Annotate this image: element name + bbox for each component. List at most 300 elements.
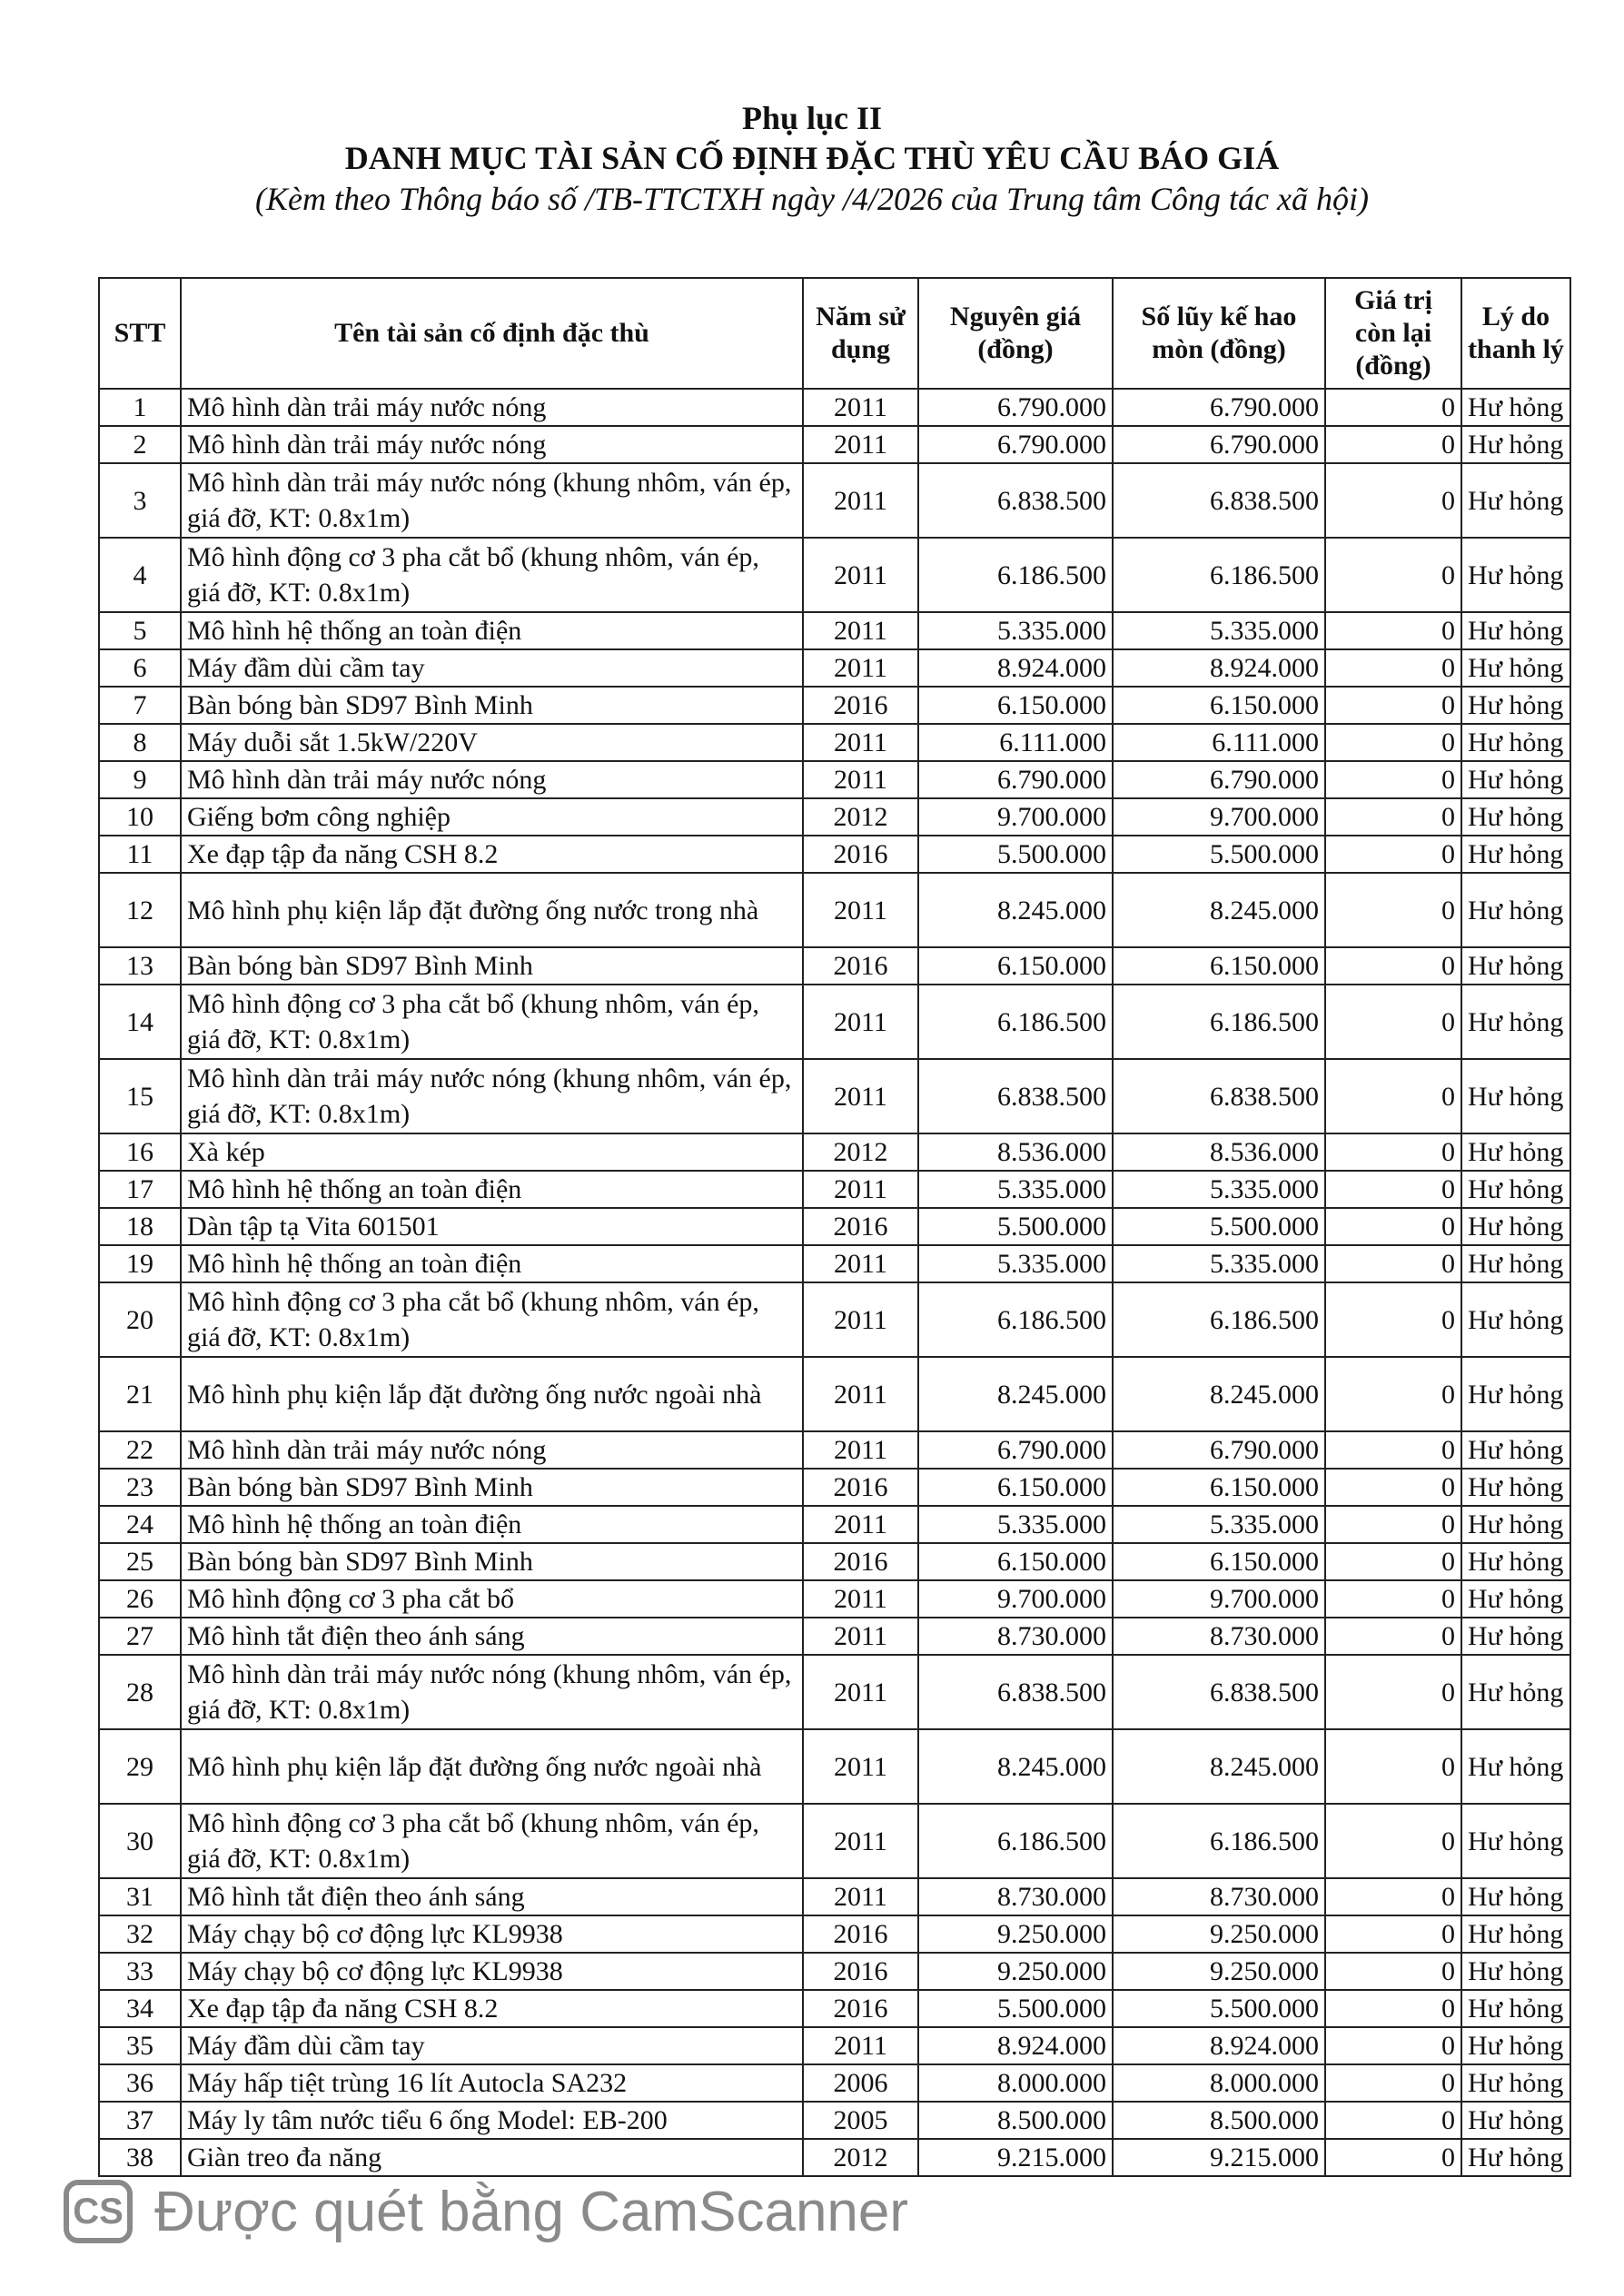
cell-remaining: 0 bbox=[1325, 1655, 1461, 1729]
cell-reason: Hư hỏng bbox=[1461, 1059, 1570, 1133]
cell-name: Mô hình động cơ 3 pha cắt bổ (khung nhôm, ván ép, giá đỡ, KT: 0.8x1m) bbox=[181, 1282, 803, 1357]
cell-name: Giàn treo đa năng bbox=[181, 2139, 803, 2176]
cell-remaining: 0 bbox=[1325, 426, 1461, 463]
cell-year: 2012 bbox=[803, 798, 918, 836]
cell-remaining: 0 bbox=[1325, 1431, 1461, 1469]
table-row bbox=[99, 612, 1570, 649]
cell-remaining: 0 bbox=[1325, 2064, 1461, 2102]
cell-original: 8.245.000 bbox=[918, 1357, 1113, 1431]
cell-reason: Hư hỏng bbox=[1461, 1543, 1570, 1580]
cell-year: 2016 bbox=[803, 1953, 918, 1990]
cell-reason: Hư hỏng bbox=[1461, 2064, 1570, 2102]
cell-remaining: 0 bbox=[1325, 538, 1461, 612]
cell-reason: Hư hỏng bbox=[1461, 1915, 1570, 1953]
cell-reason: Hư hỏng bbox=[1461, 761, 1570, 798]
cell-remaining: 0 bbox=[1325, 947, 1461, 985]
cell-remaining: 0 bbox=[1325, 1208, 1461, 1245]
cell-stt: 35 bbox=[99, 2027, 181, 2064]
cell-remaining: 0 bbox=[1325, 1878, 1461, 1915]
cell-year: 2011 bbox=[803, 1729, 918, 1804]
cell-reason: Hư hỏng bbox=[1461, 1431, 1570, 1469]
cell-stt: 13 bbox=[99, 947, 181, 985]
cell-stt: 24 bbox=[99, 1506, 181, 1543]
document-header bbox=[0, 98, 1624, 220]
cell-remaining: 0 bbox=[1325, 1469, 1461, 1506]
cell-year: 2011 bbox=[803, 2027, 918, 2064]
cell-name: Mô hình tắt điện theo ánh sáng bbox=[181, 1878, 803, 1915]
camscanner-logo-icon: CS bbox=[64, 2180, 133, 2243]
cell-original: 9.215.000 bbox=[918, 2139, 1113, 2176]
cell-stt: 33 bbox=[99, 1953, 181, 1990]
cell-depreciation: 6.790.000 bbox=[1113, 389, 1325, 426]
cell-remaining: 0 bbox=[1325, 1804, 1461, 1878]
cell-reason: Hư hỏng bbox=[1461, 1804, 1570, 1878]
cell-year: 2011 bbox=[803, 1431, 918, 1469]
cell-original: 9.250.000 bbox=[918, 1915, 1113, 1953]
cell-depreciation: 9.215.000 bbox=[1113, 2139, 1325, 2176]
cell-year: 2005 bbox=[803, 2102, 918, 2139]
cell-name: Bàn bóng bàn SD97 Bình Minh bbox=[181, 947, 803, 985]
cell-stt: 3 bbox=[99, 463, 181, 538]
table-row bbox=[99, 1282, 1570, 1357]
cell-depreciation: 6.186.500 bbox=[1113, 538, 1325, 612]
cell-reason: Hư hỏng bbox=[1461, 1171, 1570, 1208]
cell-original: 6.186.500 bbox=[918, 985, 1113, 1059]
page-title: DANH MỤC TÀI SẢN CỐ ĐỊNH ĐẶC THÙ YÊU CẦU BÁO GIÁ bbox=[344, 140, 1280, 176]
cell-reason: Hư hỏng bbox=[1461, 1580, 1570, 1618]
table-row bbox=[99, 1133, 1570, 1171]
cell-name: Mô hình dàn trải máy nước nóng (khung nhôm, ván ép, giá đỡ, KT: 0.8x1m) bbox=[181, 463, 803, 538]
cell-original: 6.150.000 bbox=[918, 947, 1113, 985]
cell-name: Máy chạy bộ cơ động lực KL9938 bbox=[181, 1953, 803, 1990]
cell-stt: 34 bbox=[99, 1990, 181, 2027]
cell-name: Máy ly tâm nước tiểu 6 ống Model: EB-200 bbox=[181, 2102, 803, 2139]
cell-name: Mô hình dàn trải máy nước nóng bbox=[181, 426, 803, 463]
table-row bbox=[99, 2102, 1570, 2139]
cell-stt: 22 bbox=[99, 1431, 181, 1469]
table-row bbox=[99, 1059, 1570, 1133]
cell-stt: 16 bbox=[99, 1133, 181, 1171]
cell-depreciation: 5.335.000 bbox=[1113, 1506, 1325, 1543]
table-row bbox=[99, 947, 1570, 985]
cell-name: Mô hình hệ thống an toàn điện bbox=[181, 612, 803, 649]
cell-stt: 23 bbox=[99, 1469, 181, 1506]
table-row bbox=[99, 1953, 1570, 1990]
cell-reason: Hư hỏng bbox=[1461, 985, 1570, 1059]
cell-stt: 17 bbox=[99, 1171, 181, 1208]
cell-original: 5.500.000 bbox=[918, 836, 1113, 873]
cell-depreciation: 6.790.000 bbox=[1113, 426, 1325, 463]
cell-original: 6.186.500 bbox=[918, 1282, 1113, 1357]
header-original: Nguyên giá (đồng) bbox=[918, 278, 1113, 389]
cell-stt: 36 bbox=[99, 2064, 181, 2102]
cell-depreciation: 9.700.000 bbox=[1113, 798, 1325, 836]
cell-stt: 27 bbox=[99, 1618, 181, 1655]
cell-original: 8.245.000 bbox=[918, 873, 1113, 947]
cell-remaining: 0 bbox=[1325, 1133, 1461, 1171]
cell-remaining: 0 bbox=[1325, 1580, 1461, 1618]
cell-original: 8.500.000 bbox=[918, 2102, 1113, 2139]
cell-year: 2011 bbox=[803, 985, 918, 1059]
cell-depreciation: 8.924.000 bbox=[1113, 649, 1325, 687]
cell-original: 8.924.000 bbox=[918, 2027, 1113, 2064]
table-row bbox=[99, 1208, 1570, 1245]
cell-original: 9.700.000 bbox=[918, 798, 1113, 836]
table-row bbox=[99, 873, 1570, 947]
cell-reason: Hư hỏng bbox=[1461, 538, 1570, 612]
cell-remaining: 0 bbox=[1325, 1059, 1461, 1133]
cell-depreciation: 8.245.000 bbox=[1113, 1357, 1325, 1431]
cell-year: 2016 bbox=[803, 1915, 918, 1953]
cell-depreciation: 6.790.000 bbox=[1113, 761, 1325, 798]
cell-reason: Hư hỏng bbox=[1461, 1878, 1570, 1915]
cell-name: Mô hình dàn trải máy nước nóng bbox=[181, 761, 803, 798]
cell-name: Mô hình phụ kiện lắp đặt đường ống nước ngoài nhà bbox=[181, 1357, 803, 1431]
cell-remaining: 0 bbox=[1325, 1171, 1461, 1208]
cell-reason: Hư hỏng bbox=[1461, 2139, 1570, 2176]
cell-year: 2011 bbox=[803, 1059, 918, 1133]
cell-year: 2016 bbox=[803, 1990, 918, 2027]
cell-stt: 2 bbox=[99, 426, 181, 463]
cell-year: 2011 bbox=[803, 1655, 918, 1729]
cell-reason: Hư hỏng bbox=[1461, 2027, 1570, 2064]
header-stt: STT bbox=[99, 278, 181, 389]
cell-reason: Hư hỏng bbox=[1461, 687, 1570, 724]
cell-year: 2016 bbox=[803, 1469, 918, 1506]
cell-name: Mô hình hệ thống an toàn điện bbox=[181, 1506, 803, 1543]
cell-original: 5.500.000 bbox=[918, 1990, 1113, 2027]
table-row bbox=[99, 761, 1570, 798]
cell-reason: Hư hỏng bbox=[1461, 724, 1570, 761]
table-row bbox=[99, 1804, 1570, 1878]
cell-remaining: 0 bbox=[1325, 389, 1461, 426]
cell-original: 6.838.500 bbox=[918, 463, 1113, 538]
table-row bbox=[99, 426, 1570, 463]
cell-year: 2011 bbox=[803, 1171, 918, 1208]
cell-remaining: 0 bbox=[1325, 2027, 1461, 2064]
cell-stt: 11 bbox=[99, 836, 181, 873]
cell-reason: Hư hỏng bbox=[1461, 836, 1570, 873]
scanner-footer bbox=[64, 2175, 908, 2248]
cell-stt: 4 bbox=[99, 538, 181, 612]
cell-stt: 28 bbox=[99, 1655, 181, 1729]
table-row bbox=[99, 1357, 1570, 1431]
cell-name: Máy đầm dùi cầm tay bbox=[181, 649, 803, 687]
cell-remaining: 0 bbox=[1325, 724, 1461, 761]
cell-name: Mô hình động cơ 3 pha cắt bổ (khung nhôm, ván ép, giá đỡ, KT: 0.8x1m) bbox=[181, 985, 803, 1059]
table-row bbox=[99, 1729, 1570, 1804]
cell-remaining: 0 bbox=[1325, 873, 1461, 947]
header-reason: Lý do thanh lý bbox=[1461, 278, 1570, 389]
cell-reason: Hư hỏng bbox=[1461, 1618, 1570, 1655]
cell-year: 2011 bbox=[803, 649, 918, 687]
cell-year: 2011 bbox=[803, 873, 918, 947]
cell-original: 8.730.000 bbox=[918, 1878, 1113, 1915]
table-body bbox=[99, 389, 1570, 2176]
cell-year: 2006 bbox=[803, 2064, 918, 2102]
cell-reason: Hư hỏng bbox=[1461, 873, 1570, 947]
cell-year: 2012 bbox=[803, 1133, 918, 1171]
cell-original: 5.335.000 bbox=[918, 1245, 1113, 1282]
cell-stt: 37 bbox=[99, 2102, 181, 2139]
cell-remaining: 0 bbox=[1325, 1357, 1461, 1431]
cell-stt: 32 bbox=[99, 1915, 181, 1953]
cell-depreciation: 6.186.500 bbox=[1113, 1804, 1325, 1878]
cell-year: 2011 bbox=[803, 1618, 918, 1655]
cell-reason: Hư hỏng bbox=[1461, 947, 1570, 985]
cell-original: 8.924.000 bbox=[918, 649, 1113, 687]
table-row bbox=[99, 1506, 1570, 1543]
cell-remaining: 0 bbox=[1325, 1245, 1461, 1282]
cell-original: 6.790.000 bbox=[918, 426, 1113, 463]
table-row bbox=[99, 1618, 1570, 1655]
table-row bbox=[99, 1171, 1570, 1208]
cell-original: 5.335.000 bbox=[918, 612, 1113, 649]
cell-original: 6.150.000 bbox=[918, 1543, 1113, 1580]
cell-original: 6.790.000 bbox=[918, 1431, 1113, 1469]
cell-year: 2011 bbox=[803, 1506, 918, 1543]
table-row bbox=[99, 724, 1570, 761]
table-row bbox=[99, 389, 1570, 426]
cell-original: 8.536.000 bbox=[918, 1133, 1113, 1171]
cell-reason: Hư hỏng bbox=[1461, 426, 1570, 463]
cell-remaining: 0 bbox=[1325, 687, 1461, 724]
cell-name: Mô hình phụ kiện lắp đặt đường ống nước ngoài nhà bbox=[181, 1729, 803, 1804]
cell-stt: 26 bbox=[99, 1580, 181, 1618]
cell-original: 6.111.000 bbox=[918, 724, 1113, 761]
cell-stt: 18 bbox=[99, 1208, 181, 1245]
cell-name: Dàn tập tạ Vita 601501 bbox=[181, 1208, 803, 1245]
cell-reason: Hư hỏng bbox=[1461, 1506, 1570, 1543]
cell-name: Giếng bơm công nghiệp bbox=[181, 798, 803, 836]
cell-reason: Hư hỏng bbox=[1461, 1133, 1570, 1171]
cell-year: 2011 bbox=[803, 1580, 918, 1618]
cell-stt: 5 bbox=[99, 612, 181, 649]
cell-name: Bàn bóng bàn SD97 Bình Minh bbox=[181, 1469, 803, 1506]
cell-reason: Hư hỏng bbox=[1461, 798, 1570, 836]
cell-name: Bàn bóng bàn SD97 Bình Minh bbox=[181, 687, 803, 724]
cell-remaining: 0 bbox=[1325, 463, 1461, 538]
cell-remaining: 0 bbox=[1325, 1543, 1461, 1580]
cell-depreciation: 8.924.000 bbox=[1113, 2027, 1325, 2064]
header-remaining: Giá trị còn lại (đồng) bbox=[1325, 278, 1461, 389]
table-row bbox=[99, 1915, 1570, 1953]
cell-depreciation: 6.838.500 bbox=[1113, 463, 1325, 538]
cell-original: 6.838.500 bbox=[918, 1059, 1113, 1133]
appendix-label: Phụ lục II bbox=[741, 100, 883, 136]
cell-depreciation: 8.730.000 bbox=[1113, 1878, 1325, 1915]
cell-name: Xà kép bbox=[181, 1133, 803, 1171]
cell-year: 2011 bbox=[803, 612, 918, 649]
table-row bbox=[99, 985, 1570, 1059]
cell-year: 2011 bbox=[803, 1804, 918, 1878]
header-year: Năm sử dụng bbox=[803, 278, 918, 389]
cell-remaining: 0 bbox=[1325, 1506, 1461, 1543]
cell-depreciation: 6.790.000 bbox=[1113, 1431, 1325, 1469]
cell-reason: Hư hỏng bbox=[1461, 1729, 1570, 1804]
cell-reason: Hư hỏng bbox=[1461, 1208, 1570, 1245]
cell-stt: 15 bbox=[99, 1059, 181, 1133]
cell-name: Mô hình dàn trải máy nước nóng bbox=[181, 1431, 803, 1469]
cell-depreciation: 5.335.000 bbox=[1113, 1171, 1325, 1208]
cell-year: 2011 bbox=[803, 538, 918, 612]
table-row bbox=[99, 463, 1570, 538]
cell-depreciation: 9.700.000 bbox=[1113, 1580, 1325, 1618]
cell-name: Máy đầm dùi cầm tay bbox=[181, 2027, 803, 2064]
table-row bbox=[99, 538, 1570, 612]
cell-depreciation: 5.335.000 bbox=[1113, 612, 1325, 649]
cell-original: 5.335.000 bbox=[918, 1171, 1113, 1208]
cell-stt: 14 bbox=[99, 985, 181, 1059]
table-row bbox=[99, 2027, 1570, 2064]
cell-year: 2011 bbox=[803, 1282, 918, 1357]
cell-depreciation: 6.111.000 bbox=[1113, 724, 1325, 761]
cell-name: Máy chạy bộ cơ động lực KL9938 bbox=[181, 1915, 803, 1953]
cell-original: 6.186.500 bbox=[918, 1804, 1113, 1878]
cell-year: 2016 bbox=[803, 836, 918, 873]
cell-year: 2011 bbox=[803, 1357, 918, 1431]
cell-depreciation: 6.150.000 bbox=[1113, 947, 1325, 985]
cell-original: 6.186.500 bbox=[918, 538, 1113, 612]
scanner-text: Được quét bằng CamScanner bbox=[154, 2180, 909, 2243]
cell-year: 2012 bbox=[803, 2139, 918, 2176]
cell-reason: Hư hỏng bbox=[1461, 1953, 1570, 1990]
table-row bbox=[99, 1580, 1570, 1618]
table-row bbox=[99, 1990, 1570, 2027]
table-row bbox=[99, 1543, 1570, 1580]
cell-depreciation: 6.186.500 bbox=[1113, 985, 1325, 1059]
cell-reason: Hư hỏng bbox=[1461, 1245, 1570, 1282]
cell-year: 2011 bbox=[803, 426, 918, 463]
cell-remaining: 0 bbox=[1325, 1990, 1461, 2027]
cell-stt: 6 bbox=[99, 649, 181, 687]
cell-depreciation: 5.500.000 bbox=[1113, 1990, 1325, 2027]
cell-depreciation: 6.150.000 bbox=[1113, 1543, 1325, 1580]
cell-reason: Hư hỏng bbox=[1461, 1990, 1570, 2027]
cell-original: 5.500.000 bbox=[918, 1208, 1113, 1245]
cell-depreciation: 6.150.000 bbox=[1113, 687, 1325, 724]
table-row bbox=[99, 1878, 1570, 1915]
header-name: Tên tài sản cố định đặc thù bbox=[181, 278, 803, 389]
table-row bbox=[99, 2139, 1570, 2176]
asset-table bbox=[98, 277, 1571, 2177]
cell-reason: Hư hỏng bbox=[1461, 649, 1570, 687]
cell-stt: 12 bbox=[99, 873, 181, 947]
cell-name: Mô hình dàn trải máy nước nóng bbox=[181, 389, 803, 426]
cell-stt: 30 bbox=[99, 1804, 181, 1878]
cell-original: 9.250.000 bbox=[918, 1953, 1113, 1990]
cell-depreciation: 6.838.500 bbox=[1113, 1655, 1325, 1729]
cell-remaining: 0 bbox=[1325, 1282, 1461, 1357]
cell-stt: 1 bbox=[99, 389, 181, 426]
cell-name: Mô hình dàn trải máy nước nóng (khung nhôm, ván ép, giá đỡ, KT: 0.8x1m) bbox=[181, 1059, 803, 1133]
cell-year: 2011 bbox=[803, 1245, 918, 1282]
header-depreciation: Số lũy kế hao mòn (đồng) bbox=[1113, 278, 1325, 389]
cell-name: Xe đạp tập đa năng CSH 8.2 bbox=[181, 836, 803, 873]
cell-remaining: 0 bbox=[1325, 798, 1461, 836]
table-row bbox=[99, 798, 1570, 836]
table-row bbox=[99, 649, 1570, 687]
cell-stt: 8 bbox=[99, 724, 181, 761]
cell-remaining: 0 bbox=[1325, 2139, 1461, 2176]
cell-remaining: 0 bbox=[1325, 2102, 1461, 2139]
table-row bbox=[99, 1469, 1570, 1506]
page-subtitle: (Kèm theo Thông báo số /TB-TTCTXH ngày /4/2026 của Trung tâm Công tác xã hội) bbox=[254, 181, 1370, 217]
cell-name: Máy duỗi sắt 1.5kW/220V bbox=[181, 724, 803, 761]
cell-remaining: 0 bbox=[1325, 1729, 1461, 1804]
cell-original: 6.150.000 bbox=[918, 687, 1113, 724]
cell-remaining: 0 bbox=[1325, 649, 1461, 687]
cell-depreciation: 8.730.000 bbox=[1113, 1618, 1325, 1655]
cell-original: 6.838.500 bbox=[918, 1655, 1113, 1729]
cell-remaining: 0 bbox=[1325, 836, 1461, 873]
cell-year: 2011 bbox=[803, 724, 918, 761]
cell-depreciation: 9.250.000 bbox=[1113, 1953, 1325, 1990]
cell-depreciation: 8.245.000 bbox=[1113, 1729, 1325, 1804]
cell-depreciation: 6.838.500 bbox=[1113, 1059, 1325, 1133]
cell-depreciation: 5.500.000 bbox=[1113, 836, 1325, 873]
cell-original: 6.150.000 bbox=[918, 1469, 1113, 1506]
cell-stt: 21 bbox=[99, 1357, 181, 1431]
cell-stt: 10 bbox=[99, 798, 181, 836]
cell-remaining: 0 bbox=[1325, 1618, 1461, 1655]
cell-remaining: 0 bbox=[1325, 612, 1461, 649]
table-header-row bbox=[99, 278, 1570, 389]
cell-year: 2011 bbox=[803, 1878, 918, 1915]
cell-depreciation: 5.500.000 bbox=[1113, 1208, 1325, 1245]
cell-reason: Hư hỏng bbox=[1461, 612, 1570, 649]
cell-name: Mô hình động cơ 3 pha cắt bổ bbox=[181, 1580, 803, 1618]
cell-name: Mô hình phụ kiện lắp đặt đường ống nước trong nhà bbox=[181, 873, 803, 947]
cell-stt: 29 bbox=[99, 1729, 181, 1804]
cell-depreciation: 8.000.000 bbox=[1113, 2064, 1325, 2102]
cell-original: 8.730.000 bbox=[918, 1618, 1113, 1655]
cell-name: Máy hấp tiệt trùng 16 lít Autocla SA232 bbox=[181, 2064, 803, 2102]
cell-reason: Hư hỏng bbox=[1461, 1282, 1570, 1357]
cell-reason: Hư hỏng bbox=[1461, 389, 1570, 426]
cell-original: 5.335.000 bbox=[918, 1506, 1113, 1543]
cell-reason: Hư hỏng bbox=[1461, 1655, 1570, 1729]
cell-stt: 38 bbox=[99, 2139, 181, 2176]
table-row bbox=[99, 1655, 1570, 1729]
cell-name: Mô hình dàn trải máy nước nóng (khung nhôm, ván ép, giá đỡ, KT: 0.8x1m) bbox=[181, 1655, 803, 1729]
cell-name: Bàn bóng bàn SD97 Bình Minh bbox=[181, 1543, 803, 1580]
table-row bbox=[99, 836, 1570, 873]
cell-name: Mô hình tắt điện theo ánh sáng bbox=[181, 1618, 803, 1655]
cell-depreciation: 6.186.500 bbox=[1113, 1282, 1325, 1357]
cell-stt: 25 bbox=[99, 1543, 181, 1580]
cell-depreciation: 8.245.000 bbox=[1113, 873, 1325, 947]
cell-original: 8.245.000 bbox=[918, 1729, 1113, 1804]
cell-original: 6.790.000 bbox=[918, 389, 1113, 426]
cell-stt: 19 bbox=[99, 1245, 181, 1282]
cell-original: 8.000.000 bbox=[918, 2064, 1113, 2102]
cell-year: 2011 bbox=[803, 463, 918, 538]
cell-remaining: 0 bbox=[1325, 1915, 1461, 1953]
cell-depreciation: 5.335.000 bbox=[1113, 1245, 1325, 1282]
cell-name: Xe đạp tập đa năng CSH 8.2 bbox=[181, 1990, 803, 2027]
cell-year: 2011 bbox=[803, 389, 918, 426]
cell-year: 2016 bbox=[803, 947, 918, 985]
cell-year: 2016 bbox=[803, 687, 918, 724]
cell-remaining: 0 bbox=[1325, 985, 1461, 1059]
cell-reason: Hư hỏng bbox=[1461, 463, 1570, 538]
cell-depreciation: 8.500.000 bbox=[1113, 2102, 1325, 2139]
cell-remaining: 0 bbox=[1325, 761, 1461, 798]
cell-name: Mô hình động cơ 3 pha cắt bổ (khung nhôm, ván ép, giá đỡ, KT: 0.8x1m) bbox=[181, 1804, 803, 1878]
cell-depreciation: 6.150.000 bbox=[1113, 1469, 1325, 1506]
cell-year: 2016 bbox=[803, 1543, 918, 1580]
